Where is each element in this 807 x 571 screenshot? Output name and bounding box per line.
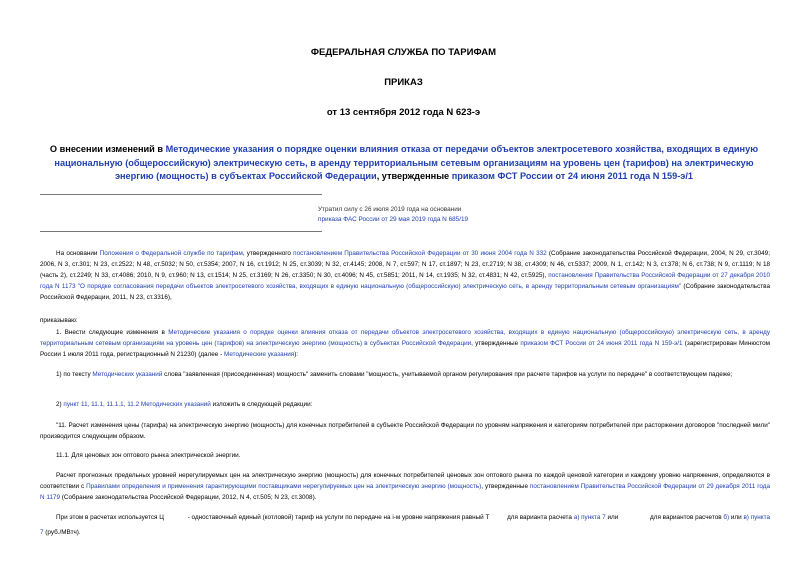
divider-top	[40, 194, 322, 195]
link-item-7a[interactable]: а) пункта 7	[573, 514, 606, 521]
link-items-11[interactable]: пункт 11, 11.1, 11.1.1, 11.2 Методических указаний	[63, 401, 211, 408]
paragraph-order: приказываю:	[40, 317, 78, 324]
lost-force-note	[318, 205, 528, 225]
link-pricing-rules[interactable]: Правилами определения и применения гарантирующими поставщиками нерегулируемых цен на электрическую энергию (мощность)	[86, 483, 482, 490]
link-guidelines[interactable]: Методические указания о порядке оценки влияния отказа от передачи объектов электросетевого хозяйства, входящих в единую национальную (общероссийскую) электрическую сеть, в аренду территориальным сетевым организациям на уровень цен (тарифов) на электрическую энергию (мощность) в субъектах Российской Федерации	[40, 329, 770, 347]
paragraph-basis: На основании Положения о Федеральной службе по тарифам, утвержденного постановлением Правительства Российской Федерации от 30 июня 2004 года N 332 (Собрание законодательства Российской Федерации, 2004, N 29, ст.3049; 2006, N 3, ст.301; N 23, ст.2522; N 48, ст.5032; N 50, ст.5354; 2007, N 16, ст.1912; N 25, ст.3039; N 32, ст.4145; 2008, N 7, ст.597; N 17, ст.1897; N 23, ст.2719; N 38, ст.4309; N 46, ст.5337; 2009, N 1, ст.142; N 3, ст.378; N 6, ст.738; N 9, ст.1119; N 18 (часть 2), ст.2249; N 33, ст.4086; 2010, N 9, ст.960; N 13, ст.1514; N 25, ст.3169; N 26, ст.3350; N 30, ст.4096; N 45, ст.5851; 2011, N 14, ст.1935; N 32, ст.4831; N 42, ст.5925), постановления Правительства Российской Федерации от 27 декабря 2010 года N 1173 "О порядке согласования передачи объектов электросетевого хозяйства, входящих в единую национальную (общероссийскую) электрическую сеть, в аренду территориальным сетевым организациям" (Собрание законодательства Российской Федерации, 2011, N 23, ст.3316),	[40, 250, 770, 301]
paragraph-calculation: При этом в расчетах используется Ц - одноставочный единый (котловой) тариф на услуги по передаче на i-м уровне напряжения равный Т для варианта расчета а) пункта 7 или для вариантов расчетов б) или в) пункта 7 (руб./МВтч).	[40, 514, 771, 536]
link-resolution-332[interactable]: постановлением Правительства Российской Федерации от 30 июня 2004 года N 332	[293, 250, 547, 257]
paragraph-item-11-1: 11.1. Для ценовых зон оптового рынка электрической энергии.	[56, 452, 241, 459]
link-fst-regulation[interactable]: Положения о Федеральной службе по тарифам	[99, 250, 243, 257]
document-kind: ПРИКАЗ	[384, 77, 423, 88]
link-order-159[interactable]: приказом ФСТ России от 24 июня 2011 года N 159-э/1	[520, 340, 683, 347]
link-item-7v[interactable]: в) пункта 7	[40, 514, 771, 536]
lost-force-link[interactable]: приказа ФАС России от 29 мая 2019 года N 685/19	[318, 216, 469, 223]
link-guidelines-text[interactable]: Методических указаний	[92, 371, 163, 378]
agency-heading: ФЕДЕРАЛЬНАЯ СЛУЖБА ПО ТАРИФАМ	[310, 47, 497, 58]
link-item-7b[interactable]: б)	[723, 514, 730, 521]
title-link-order[interactable]: приказом ФСТ России от 24 июня 2011 года N 159-э/1	[451, 171, 694, 181]
link-resolution-1173[interactable]: постановления Правительства Российской Федерации от 27 декабря 2010 года N 1173 "О порядке согласования передачи объектов электросетевого хозяйства, входящих в единую национальную (общероссийскую) электрическую сеть, в аренду территориальным сетевым организациям"	[40, 272, 770, 290]
lost-force-text: Утратил силу с 26 июля 2019 года на основании	[318, 206, 462, 213]
title-link-guidelines[interactable]: Методические указания о порядке оценки влияния отказа от передачи объектов электросетевого хозяйства, входящих в единую национальную (общероссийскую) электрическую сеть, в аренду территориальным сетевым организациям на уровень цен (тарифов) на электрическую энергию (мощность) в субъектах Российской Федерации	[54, 144, 759, 181]
paragraph-item-1-2: 2) пункт 11, 11.1, 11.1.1, 11.2 Методических указаний изложить в следующей редакции:	[56, 401, 313, 408]
divider-bottom	[40, 231, 322, 232]
title-prefix: О внесении изменений в	[49, 144, 166, 154]
document-date: от 13 сентября 2012 года N 623-э	[326, 107, 481, 118]
paragraph-forecast: Расчет прогнозных предельных уровней нерегулируемых цен на электрическую энергию (мощность) для конечных потребителей ценовых зон оптового рынка по каждой ценовой категории и каждому уровню напряжения, определяются в соответствии с Правилами определения и применения гарантирующими поставщиками нерегулируемых цен на электрическую энергию (мощность), утвержденные постановлением Правительства Российской Федерации от 29 декабря 2011 года N 1179 (Собрание законодательства Российской Федерации, 2012, N 4, ст.505; N 23, ст.3008).	[40, 472, 771, 501]
paragraph-item-1-1: 1) по тексту Методических указаний слова "заявленная (присоединенная) мощность" заменить словами "мощность, учитываемой органом регулирования при расчете тарифов на услуги по передаче" в соответствующем падеже;	[56, 371, 733, 378]
paragraph-item-11: "11. Расчет изменения цены (тарифа) на электрическую энергию (мощность) для конечных потребителей в субъекте Российской Федерации по уровням напряжения и категориям потребителей при расторжении договоров "последней мили" производится следующим образом.	[40, 422, 770, 440]
link-resolution-1179[interactable]: постановлением Правительства Российской Федерации от 29 декабря 2011 года N 1179	[40, 483, 771, 501]
link-guidelines-short[interactable]: Методические указания	[223, 351, 295, 358]
title-middle: , утвержденные	[376, 171, 452, 181]
document-title	[44, 143, 764, 184]
paragraph-item-1: 1. Внести следующие изменения в Методические указания о порядке оценки влияния отказа от передачи объектов электросетевого хозяйства, входящих в единую национальную (общероссийскую) электрическую сеть, в аренду территориальным сетевым организациям на уровень цен (тарифов) на электрическую энергию (мощность) в субъектах Российской Федерации, утвержденные приказом ФСТ России от 24 июня 2011 года N 159-э/1 (зарегистрирован Минюстом России 1 июля 2011 года, регистрационный N 21230) (далее - Методические указания):	[40, 329, 770, 358]
